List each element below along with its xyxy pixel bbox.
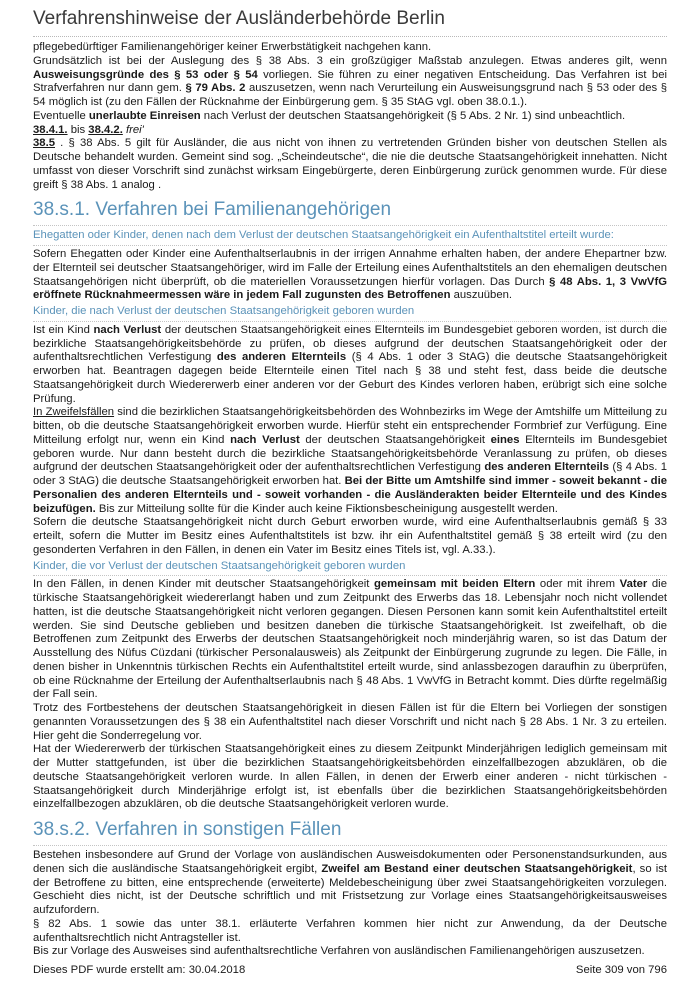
subheading-kinder-vor-verlust: Kinder, die vor Verlust der deutschen Staatsangehörigkeit geboren wurden (33, 560, 667, 577)
paragraph-fortbestehen: Trotz des Fortbestehens der deutschen Staatsangehörigkeit in diesen Fällen ist für die Eltern bei Vorliegen der sonstigen genannten Voraussetzungen des § 38 ein Aufenthaltstitel nach dieser Vorschrift und nicht nach § 28 Abs. 1 Nr. 3 zu erteilen. Hier geht die Sonderregelung vor. (33, 702, 667, 742)
footer-created-date: Dieses PDF wurde erstellt am: 30.04.2018 (33, 964, 246, 976)
paragraph-kind-nach-verlust: Ist ein Kind nach Verlust der deutschen Staatsangehörigkeit eines Elternteils im Bundesgebiet geboren worden, ist durch die bezirkliche Staatsangehörigkeitsbehörde zu prüfen, ob dieses aufgrund der deutschen Staatsangehörigkeit oder der aufenthaltsrechtlichen Verfestigung des anderen Elternteils (§ 4 Abs. 1 oder 3 StAG) die deutsche Staatsangehörigkeit erworben hat. Beantragen dagegen beide Elternteile einen Titel nach § 38 und steht fest, dass beide die deutsche Staatsangehörigkeit durch Wiedererwerb einer anderen vor der Geburt des Kindes verloren haben, erübrigt sich eine solche Prüfung. (33, 323, 668, 405)
subheading-ehegatten: Ehegatten oder Kinder, denen nach dem Verlust der deutschen Staatsangehörigkeit ein Aufenthaltstitel erteilt wurde: (33, 229, 667, 246)
section-ref-38-5: 38.5 (33, 137, 55, 150)
section-heading-38-s-1: 38.s.1. Verfahren bei Familienangehörigen (33, 199, 667, 226)
paragraph-wiedererwerb: Hat der Wiedererwerb der türkischen Staatsangehörigkeit eines zu diesem Zeitpunkt Minderjährigen lediglich gemeinsam mit der Mutter stattgefunden, ist über die bezirklichen Staatsangehörigkeitsbehörden einzelfallbezogen abzuklären, ob die deutsche Staatsangehörigkeit verloren wurde. In allen Fällen, in denen der Erwerb einer anderen - nicht türkischen - Staatsangehörigkeit durch Minderjährige erfolgt ist, ist ebenfalls über die bezirklichen Staatsangehörigkeitsbehörden einzelfallbezogen abzuklären, ob die deutsche Staatsangehörigkeit verloren wurde. (33, 743, 667, 811)
paragraph-tuerkische-staatsangehoerigkeit: In den Fällen, in denen Kinder mit deutscher Staatsangehörigkeit gemeinsam mit beiden Eltern oder mit ihrem Vater die türkische Staatsangehörigkeit wiedererlangt haben und zum Zeitpunkt des Erwerbs das 18. Lebensjahr noch nicht vollendet hatten, ist die deutsche Staatsangehörigkeit nicht verloren gegangen. Diesen Personen kann somit kein Aufenthaltstitel erteilt werden. Sie sind Deutsche geblieben und besitzen daneben die türkische Staatsangehörigkeit. Ist zweifelhaft, ob die Betroffenen zum Zeitpunkt des Erwerbs der deutschen Staatsangehörigkeit noch minderjährig waren, so ist das Datum der Ausstellung des Nüfus Cüzdani (türkischer Personalausweis) als Zeitpunkt der Einbürgerung zugrunde zu legen. Die Fälle, in denen bisher in Unkenntnis türkischen Rechts ein Aufenthaltstitel erteilt wurde, sind anlassbezogen daraufhin zu überprüfen, ob eine Rücknahme der Erteilung der Aufenthaltserlaubnis nach § 48 Abs. 1 VwVfG in Betracht kommt. Dies dürfte regelmäßig der Fall sein. (33, 578, 667, 701)
section-ref-38-4-1: 38.4.1. (33, 123, 68, 136)
paragraph-82: § 82 Abs. 1 sowie das unter 38.1. erläuterte Verfahren kommen hier nicht zur Anwendung, da der Deutsche aufenthaltsrechtlich nicht Antragsteller ist. (33, 917, 667, 944)
paragraph-zweifel: Bestehen insbesondere auf Grund der Vorlage von ausländischen Ausweisdokumenten oder Personenstandsurkunden, aus denen sich die ausländische Staatsangehörigkeit ergibt, Zweifel am Bestand einer deutschen Staatsangehörigkeit, so ist der Betroffene zu bitten, eine entsprechende (erweiterte) Meldebescheinigung über zwei Staatsangehörigkeiten vorzulegen. Geschieht dies nicht, ist der Deutsche schriftlich und mit Fristsetzung zur Vorlage eines Staatsangehörigkeitsausweises aufzufordern. (33, 849, 667, 916)
paragraph-vorlage-ausweis: Bis zur Vorlage des Ausweises sind aufenthaltsrechtliche Verfahren von ausländischen Familienangehörigen auszusetzen. (33, 945, 645, 958)
section-ref-38-4-2: 38.4.2. (88, 123, 123, 136)
paragraph-einreisen: Eventuelle unerlaubte Einreisen nach Verlust der deutschen Staatsangehörigkeit (§ 5 Abs. 2 Nr. 1) sind unbeachtlich. (33, 109, 626, 122)
section-heading-38-s-2: 38.s.2. Verfahren in sonstigen Fällen (33, 819, 667, 846)
paragraph-33-erteilung: Sofern die deutsche Staatsangehörigkeit nicht durch Geburt erworben wurde, wird eine Aufenthaltserlaubnis gemäß § 33 erteilt, sofern die Mutter im Besitz eines Aufenthaltstitels ist bzw. ihr ein Aufenthaltstitel gemäß § 38 erteilt wird (zu den gesonderten Verfahren in den Fällen, in denen ein Vater im Besitz eines Titels ist, vgl. A.33.). (33, 516, 667, 556)
subheading-kinder-nach-verlust: Kinder, die nach Verlust der deutschen Staatsangehörigkeit geboren wurden (33, 305, 667, 322)
page-footer (33, 964, 667, 976)
paragraph-grundsaetzlich: Grundsätzlich ist bei der Auslegung des § 38 Abs. 3 ein großzügiger Maßstab anzulegen. Etwas anderes gilt, wenn Ausweisungsgründe des § 53 oder § 54 vorliegen. Sie führen zu einer negativen Entscheidung. Das Verfahren ist bei Strafverfahren nur dann gem. § 79 Abs. 2 auszusetzen, wenn nach Verurteilung ein Ausweisungsgrund nach § 53 oder des § 54 möglich ist (zu den Fällen der Rücknahme der Einbürgerung gem. § 35 StAG vgl. oben 38.0.1.). (33, 54, 668, 108)
paragraph-38-4: 38.4.1. bis 38.4.2. frei' (33, 123, 144, 136)
paragraph-zweifelsfaelle: In Zweifelsfällen sind die bezirklichen Staatsangehörigkeitsbehörden des Wohnbezirks im Wege der Amtshilfe um Mitteilung zu bitten, ob die deutsche Staatsangehörigkeit erworben wurde. Hierfür steht ein entsprechender Formbrief zur Verfügung. Eine Mitteilung erfolgt nur, wenn ein Kind nach Verlust der deutschen Staatsangehörigkeit eines Elternteils im Bundesgebiet geboren wurde. Nur dann besteht durch die bezirkliche Staatsangehörigkeitsbehörde Veranlassung zu prüfen, ob dieses aufgrund der deutschen Staatsangehörigkeit oder der aufenthaltsrechtlichen Verfestigung des anderen Elternteils (§ 4 Abs. 1 oder 3 StAG) die deutsche Staatsangehörigkeit erworben hat. Bei der Bitte um Amtshilfe sind immer - soweit bekannt - die Personalien des anderen Elternteils und - soweit vorhanden - die Ausländerakten beider Elternteile und des Kindes beizufügen. Bis zur Mitteilung sollte für die Kinder auch keine Fiktionsbescheinigung ausgestellt werden. (33, 406, 668, 515)
paragraph-ehegatten: Sofern Ehegatten oder Kinder eine Aufenthaltserlaubnis in der irrigen Annahme erhalten haben, der andere Ehepartner bzw. der Elternteil sei deutscher Staatsangehöriger, wird im Falle der Erteilung eines Aufenthaltstitels an den ehemaligen deutschen Staatsangehörigen nicht überprüft, ob die materiellen Voraussetzungen hierfür vorlagen. Das Durch § 48 Abs. 1, 3 VwVfG eröffnete Rücknahmeermessen wäre in jedem Fall zugunsten des Betroffenen auszuüben. (33, 248, 668, 302)
paragraph-continuation: pflegebedürftiger Familienangehöriger keiner Erwerbstätigkeit nachgehen kann. (33, 41, 432, 53)
page-content (33, 41, 667, 959)
page-header-title: Verfahrenshinweise der Ausländerbehörde Berlin (33, 8, 667, 37)
paragraph-38-5: 38.5 . § 38 Abs. 5 gilt für Ausländer, die aus nicht von ihnen zu vertretenden Gründen bisher von deutschen Stellen als Deutsche behandelt wurden. Gemeint sind sog. „Scheindeutsche“, die nie die deutsche Staatsangehörigkeit innehatten. Nicht umfasst von dieser Vorschrift sind zunächst wirksam Eingebürgerte, deren Einbürgerung zurück genommen wurde. Für diese greift § 38 Abs. 1 analog . (33, 137, 667, 191)
footer-page-number: Seite 309 von 796 (575, 964, 667, 976)
